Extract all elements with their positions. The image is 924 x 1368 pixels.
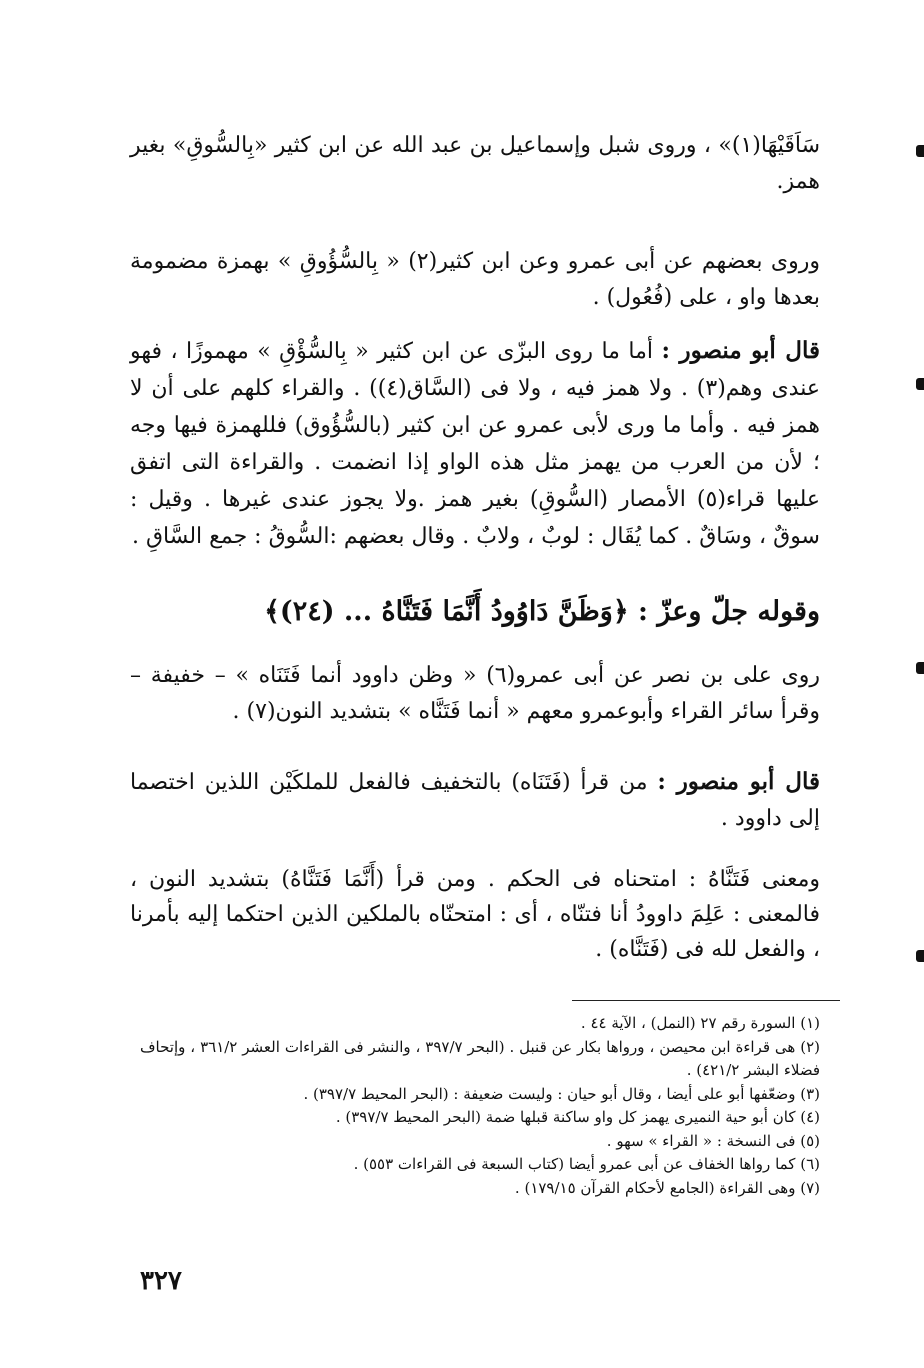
paragraph-1: سَاَقَيْهَا(١)» ، وروى شبل وإسماعيل بن عبد الله عن ابن كثير «بِالسُّوقِ» بغير همز. [130, 133, 820, 194]
footnote-1: (١) السورة رقم ٢٧ (النمل) ، الآية ٤٤ . [580, 1014, 820, 1032]
paragraph-3-body: أما ما روى البزّى عن ابن كثير « بِالسُّؤْقِ » مهموزًا ، فهو عندى وهم(٣) . ولا همز فيه ، ولا فى (السَّاق(٤)) . والقراء كلهم على أن لا همز فيه . وأما ما ورى لأبى عمرو عن ابن كثير (بالسُّؤُوق) فللهمزة فيها وجه ؛ لأن من العرب من يهمز مثل هذه الواو إذا انضمت . والقراءة التى اتفق عليها قراء(٥) الأمصار (السُّوقِ) بغير همز .ولا يجوز عندى غيرها . وقيل : سوقٌ ، وسَاقٌ . كما يُقَال : لوبٌ ، ولابٌ . وقال بعضهم :السُّوقُ : جمع السَّاقِ . [130, 339, 820, 549]
footnote-5: (٥) فى النسخة : « القراء » سهو . [606, 1131, 820, 1150]
paragraph-4: روى على بن نصر عن أبى عمرو(٦) « وظن داوود أنما فَتَنَاه » – خفيفة – وقرأ سائر القراء وأبوعمرو معهم « أنما فَتَنَّاه » بتشديد النون(٧) . [130, 663, 821, 724]
paragraph-2: وروى بعضهم عن أبى عمرو وعن ابن كثير(٢) « بِالسُّؤُوقِ » بهمزة مضمومة بعدها واو ، على (فُعُول) . [130, 249, 820, 310]
scan-edge-mark [916, 378, 924, 390]
page-number: ٣٢٧ [140, 1266, 182, 1296]
paragraph-6: ومعنى فَتَنَّاهُ : امتحناه فى الحكم . ومن قرأ (أَنَّمَا فَتَنَّاهُ) بتشديد النون ، فالمعنى : عَلِمَ داوودُ أنا فتنّاه ، أى : امتحنّاه بالملكين الذين احتكما إليه بأمرنا ، والفعل لله فى (فَتَنَّاه) . [130, 867, 820, 962]
footnotes [140, 1012, 820, 1200]
footnote-separator [572, 1000, 840, 1001]
footnote-3: (٣) وضعّفها أبو على أيضا ، وقال أبو حيان : وليست ضعيفة : (البحر المحيط ٣٩٧/٧) . [303, 1084, 820, 1103]
footnote-4: (٤) كان أبو حية النميرى يهمز كل واو ساكنة قبلها ضمة (البحر المحيط ٣٩٧/٧) . [335, 1108, 820, 1126]
paragraph-5-body: من قرأ (فَتَنَاه) بالتخفيف فالفعل للملكَيْن اللذين اختصما إلى داوود . [130, 770, 820, 831]
scan-edge-mark [916, 145, 924, 157]
paragraph-5-lead: قال أبو منصور : [657, 768, 820, 795]
footnote-7: (٧) وهى القراءة (الجامع لأحكام القرآن ١٧٩/١٥) . [514, 1178, 820, 1197]
scan-edge-mark [916, 662, 924, 674]
paragraph-5 [130, 764, 820, 837]
paragraph-3-lead: قال أبو منصور : [661, 337, 820, 364]
paragraph-3 [130, 332, 820, 555]
scan-edge-mark [916, 950, 924, 962]
footnote-2: (٢) هى قراءة ابن محيصن ، ورواها بكار عن قنبل . (البحر ٣٩٧/٧ ، والنشر فى القراءات العشر ٣٦١/٢ ، وإتحاف فضلاء البشر ٤٢١/٢) . [140, 1037, 821, 1079]
quran-verse-heading: وقوله جلّ وعزّ : ﴿وَظَنَّ دَاوُودُ أَنَّمَا فَتَنَّاهُ ... (٢٤)﴾ [264, 596, 820, 627]
footnote-6: (٦) كما رواها الخفاف عن أبى عمرو أيضا (كتاب السبعة فى القراءات ٥٥٣) . [353, 1155, 820, 1173]
